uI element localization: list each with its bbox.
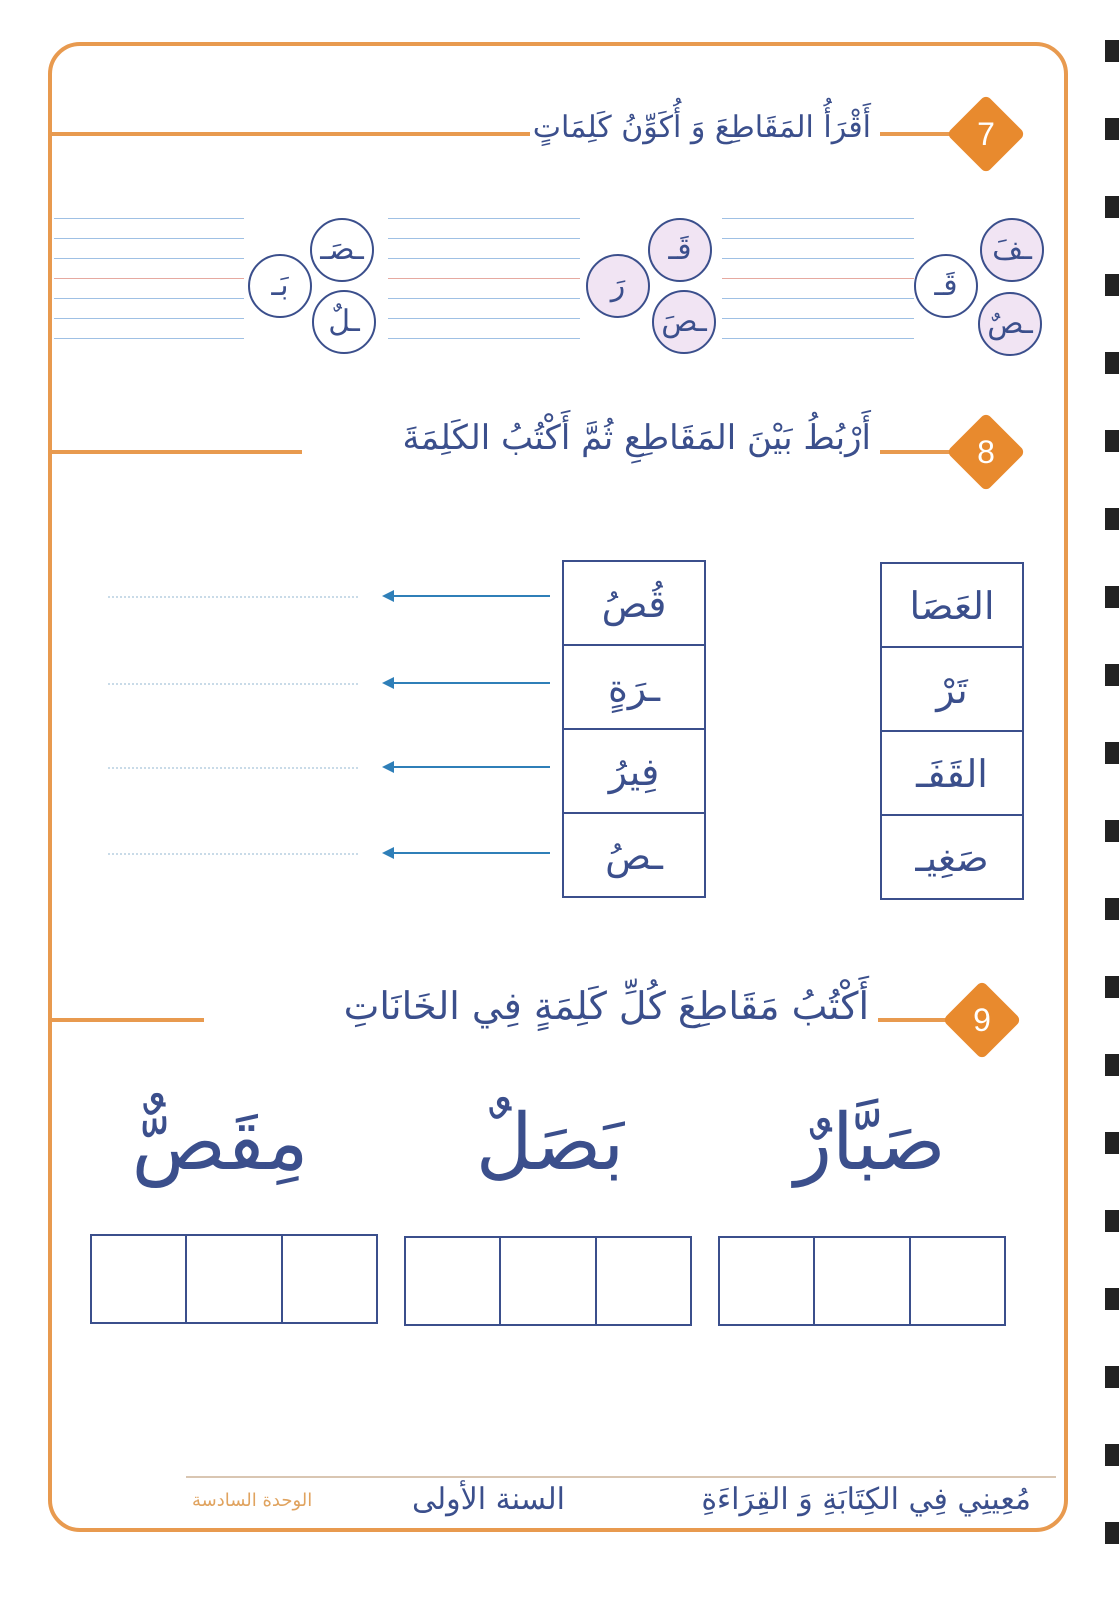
- syllable-bubble: قَـ: [648, 218, 712, 282]
- syllable-cell: القَفَـ: [882, 732, 1022, 816]
- answer-line[interactable]: [108, 683, 358, 685]
- arrow-line: [384, 852, 550, 854]
- syllable-bubble: ـلٌ: [312, 290, 376, 354]
- section-8-left-rule: [52, 450, 302, 454]
- arrow-head-icon: [382, 847, 394, 859]
- arrow-line: [384, 595, 550, 597]
- syllable-bubble: ـصَ: [652, 290, 716, 354]
- answer-line[interactable]: [108, 853, 358, 855]
- page-edge-strip: [1105, 0, 1119, 1600]
- word-sabbar: صَبَّارٌ: [794, 1098, 946, 1188]
- syllable-box[interactable]: [92, 1236, 185, 1322]
- syllable-box[interactable]: [813, 1238, 908, 1324]
- syllable-bubble: ـصٌ: [978, 292, 1042, 356]
- footer-grade: السنة الأولى: [412, 1482, 565, 1517]
- syllable-column-left: [562, 560, 706, 898]
- answer-line[interactable]: [108, 596, 358, 598]
- section-7-title: أَقْرَأُ المَقَاطِعَ وَ أُكَوِّنُ كَلِمَاتٍ: [532, 110, 871, 145]
- section-9-left-rule: [52, 1018, 204, 1022]
- writing-lines-3: [54, 218, 244, 338]
- arrow-line: [384, 766, 550, 768]
- syllable-box[interactable]: [720, 1238, 813, 1324]
- word-basal: بَصَلٌ: [475, 1098, 625, 1188]
- footer-unit: الوحدة السادسة: [192, 1490, 313, 1511]
- syllable-boxes-2[interactable]: [404, 1236, 692, 1326]
- section-9-title: أَكْتُبُ مَقَاطِعَ كُلِّ كَلِمَةٍ فِي الخَانَاتِ: [343, 984, 869, 1028]
- answer-line[interactable]: [108, 767, 358, 769]
- syllable-cell: قُصُ: [564, 562, 704, 646]
- section-8-number: 8: [977, 434, 995, 470]
- word-miqass: مِقَصٌّ: [131, 1098, 309, 1188]
- syllable-cell: ـرَةٍ: [564, 646, 704, 730]
- syllable-box[interactable]: [406, 1238, 499, 1324]
- footer-rule: [186, 1476, 1056, 1478]
- writing-lines-1: [722, 218, 914, 338]
- syllable-column-right: [880, 562, 1024, 900]
- syllable-bubble: رَ: [586, 254, 650, 318]
- syllable-bubble: ـصَـ: [310, 218, 374, 282]
- arrow-head-icon: [382, 590, 394, 602]
- writing-lines-2: [388, 218, 580, 338]
- section-7-left-rule: [52, 132, 530, 136]
- syllable-box[interactable]: [595, 1238, 690, 1324]
- syllable-box[interactable]: [909, 1238, 1004, 1324]
- syllable-cell: تَرْ: [882, 648, 1022, 732]
- arrow-line: [384, 682, 550, 684]
- arrow-head-icon: [382, 677, 394, 689]
- syllable-box[interactable]: [281, 1236, 376, 1322]
- section-7-number: 7: [977, 116, 995, 152]
- footer-book-title: مُعِينِي فِي الكِتَابَةِ وَ القِرَاءَةِ: [701, 1482, 1031, 1517]
- syllable-bubble: بَـ: [248, 254, 312, 318]
- syllable-cell: ـصُ: [605, 834, 663, 878]
- syllable-bubble: قَـ: [914, 254, 978, 318]
- syllable-box[interactable]: [185, 1236, 280, 1322]
- section-8-title: أَرْبُطُ بَيْنَ المَقَاطِعِ ثُمَّ أَكْتُبُ الكَلِمَةَ: [402, 418, 871, 458]
- section-9-number: 9: [973, 1002, 991, 1038]
- syllable-cell: صَغِيـ: [915, 836, 989, 880]
- arrow-head-icon: [382, 761, 394, 773]
- syllable-boxes-3[interactable]: [90, 1234, 378, 1324]
- syllable-box[interactable]: [499, 1238, 594, 1324]
- syllable-cell: العَصَا: [882, 564, 1022, 648]
- syllable-cell: فِيرُ: [564, 730, 704, 814]
- syllable-boxes-1[interactable]: [718, 1236, 1006, 1326]
- syllable-bubble: ـفَ: [980, 218, 1044, 282]
